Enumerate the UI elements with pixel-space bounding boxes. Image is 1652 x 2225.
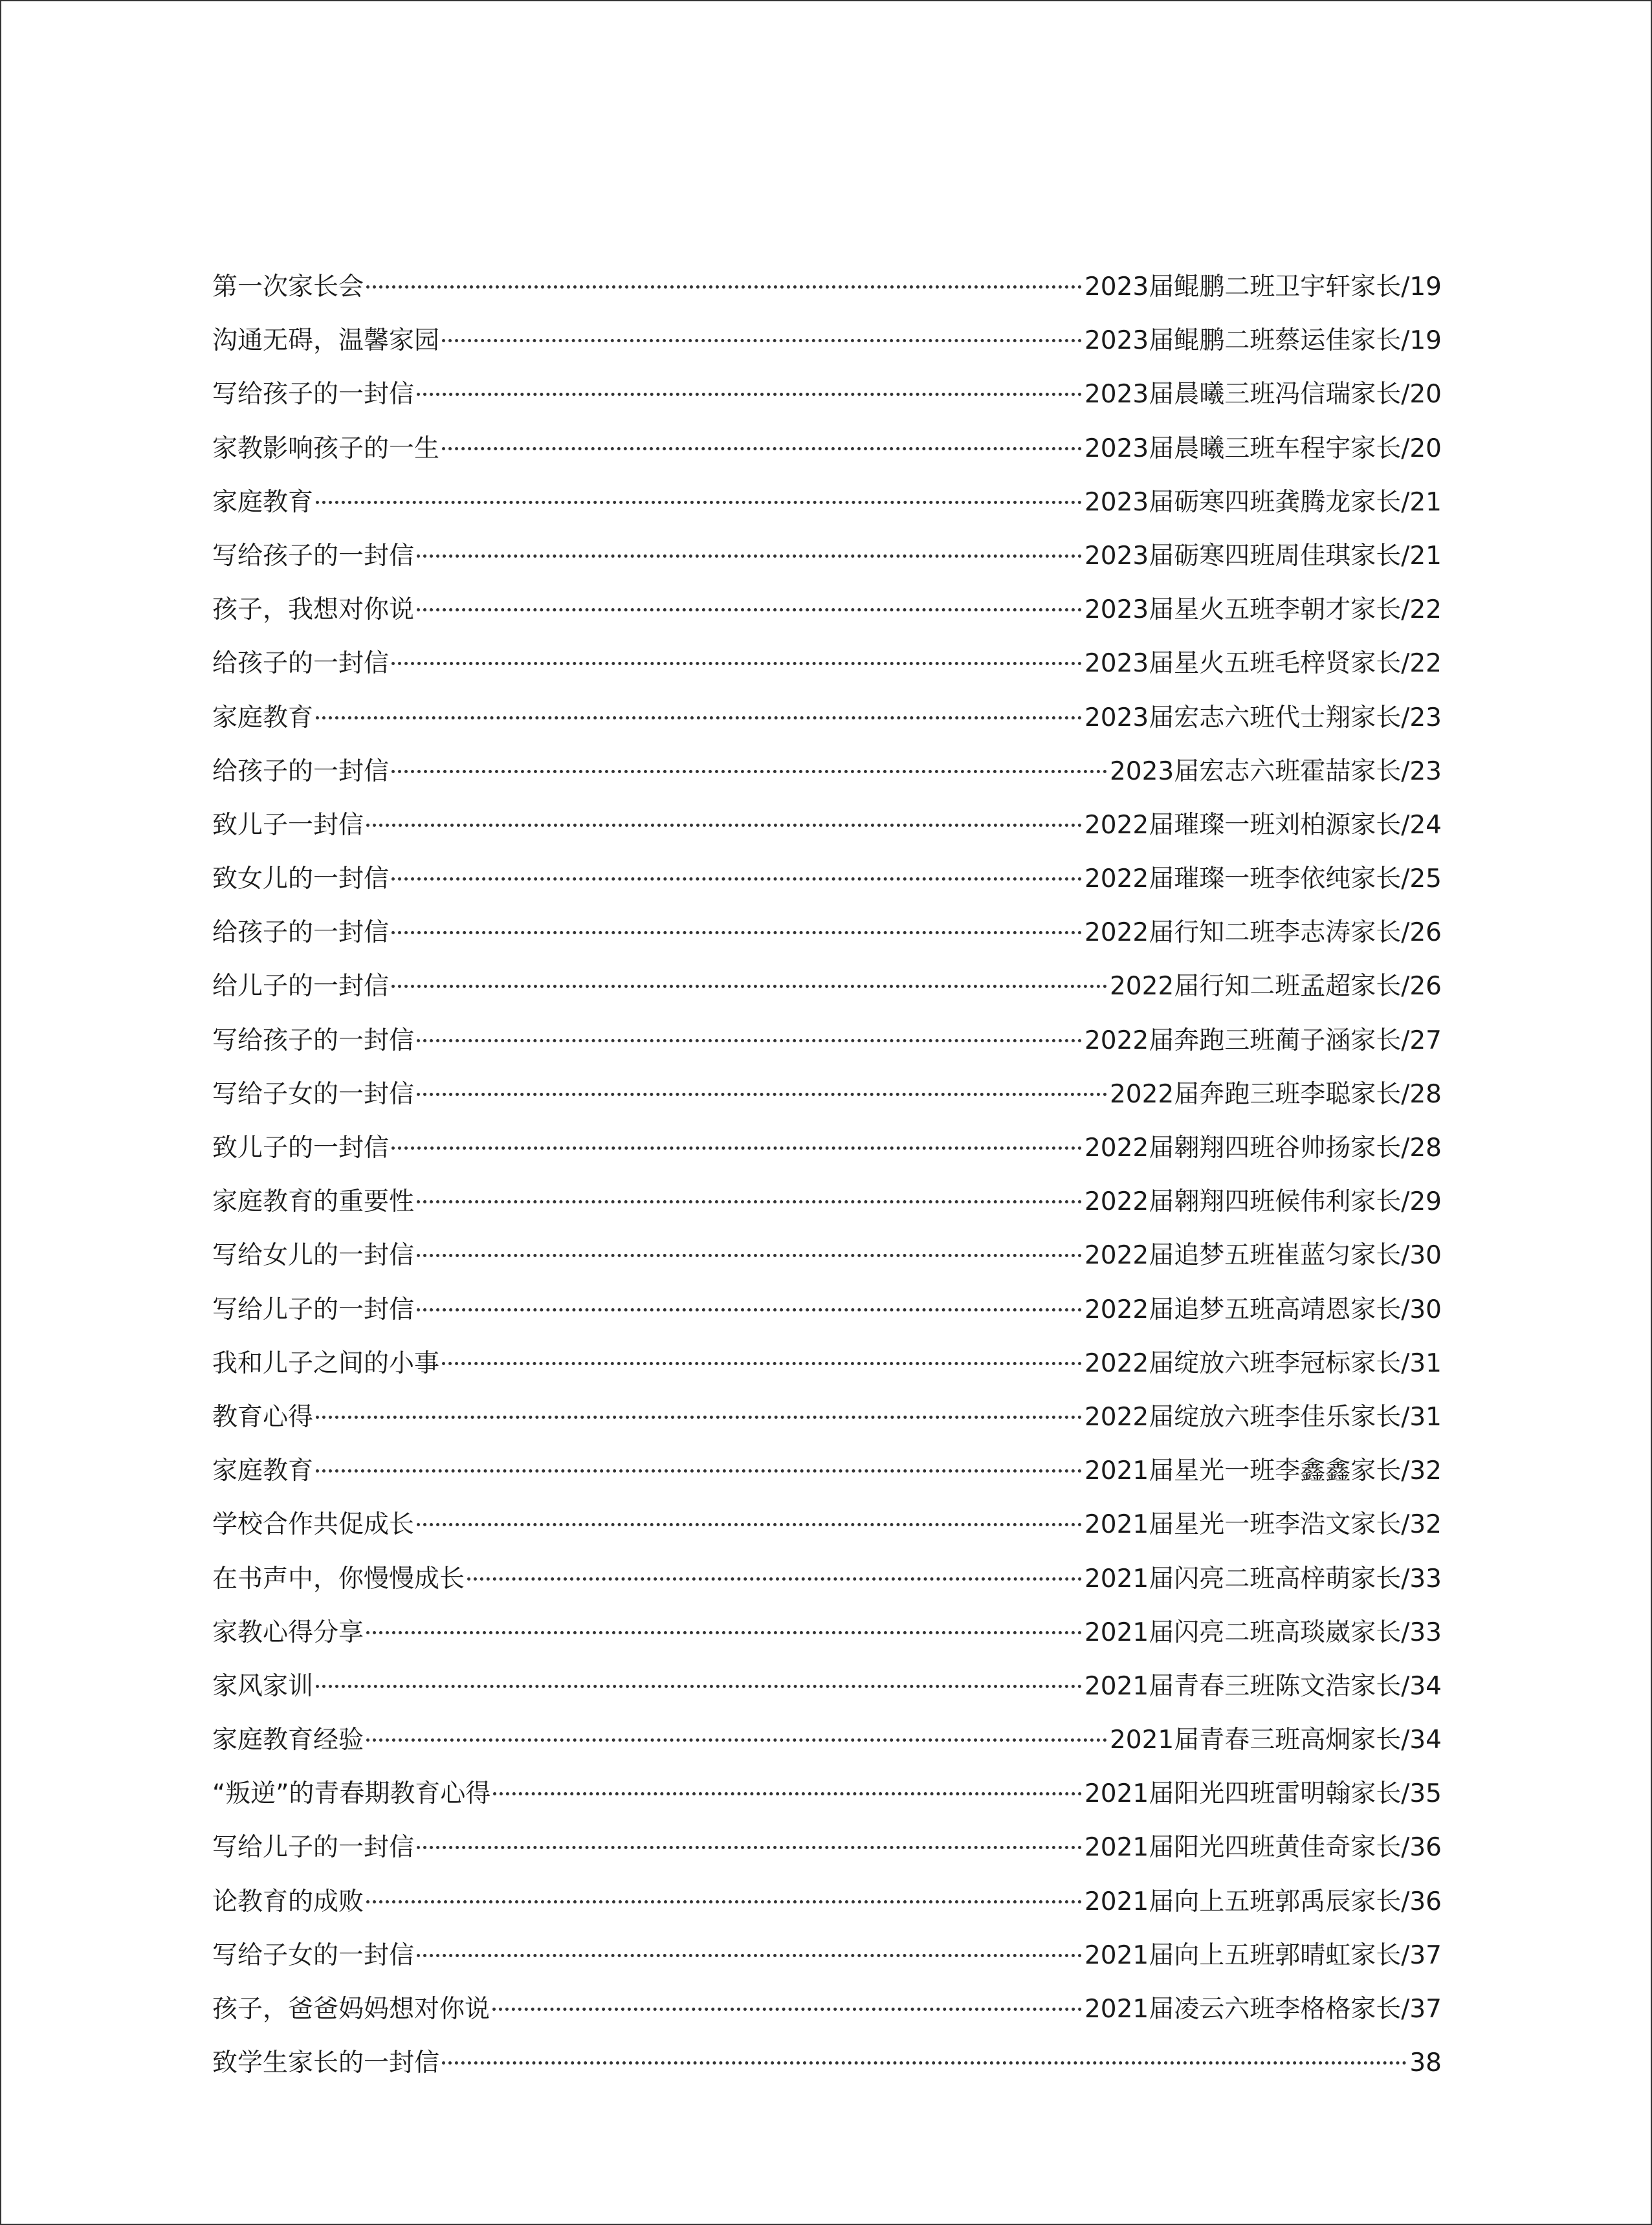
toc-entry-title: 写给孩子的一封信 [212, 380, 415, 410]
toc-entry-title: 家教心得分享 [212, 1617, 364, 1647]
toc-entry-author-page: 2022届行知二班李志涛家长/26 [1084, 918, 1442, 948]
toc-entry-author-page: 2021届阳光四班黄佳奇家长/36 [1084, 1833, 1442, 1863]
toc-entry [212, 367, 1442, 421]
toc-dot-leader [442, 1362, 1082, 1365]
toc-entry-author-page: 2023届星火五班李朝才家长/22 [1084, 595, 1442, 625]
toc-entry-author-page: 2022届追梦五班高靖恩家长/30 [1084, 1295, 1442, 1324]
toc-dot-leader [492, 2008, 1082, 2011]
toc-entry [212, 1444, 1442, 1498]
toc-entry-author-page: 2021届凌云六班李格格家长/37 [1084, 1995, 1442, 2024]
toc-entry-title: 第一次家长会 [212, 272, 364, 301]
toc-entry-author-page: 2023届晨曦三班车程宇家长/20 [1084, 433, 1442, 463]
toc-dot-leader [417, 1523, 1082, 1526]
toc-entry-author-page: 2022届奔跑三班蔺子涵家长/27 [1084, 1025, 1442, 1055]
toc-entry-title: 致儿子一封信 [212, 810, 364, 840]
toc-entry-title: 教育心得 [212, 1402, 314, 1432]
toc-entry [212, 1283, 1442, 1337]
toc-entry-author-page: 2021届闪亮二班高琰崴家长/33 [1084, 1617, 1442, 1647]
toc-entry [212, 906, 1442, 959]
toc-entry-title: 家庭教育经验 [212, 1726, 364, 1755]
toc-entry [212, 1821, 1442, 1874]
toc-entry-author-page: 2023届鲲鹏二班卫宇轩家长/19 [1084, 272, 1442, 301]
toc-entry-title: 在书声中，你慢慢成长 [212, 1564, 465, 1594]
toc-dot-leader [391, 770, 1107, 773]
toc-entry-title: 给孩子的一封信 [212, 918, 390, 948]
toc-entry-title: 致女儿的一封信 [212, 864, 390, 894]
toc-dot-leader [467, 1577, 1082, 1581]
toc-entry [212, 2036, 1442, 2090]
toc-dot-leader [366, 1900, 1082, 1903]
toc-entry-title: 写给子女的一封信 [212, 1079, 415, 1109]
toc-dot-leader [391, 662, 1082, 665]
toc-entry [212, 1498, 1442, 1551]
toc-entry-title: 家庭教育的重要性 [212, 1187, 415, 1217]
toc-entry-author-page: 2021届星光一班李浩文家长/32 [1084, 1510, 1442, 1540]
toc-dot-leader [417, 554, 1082, 558]
toc-entry-title: 致儿子的一封信 [212, 1134, 390, 1163]
toc-entry-author-page: 2023届星火五班毛梓贤家长/22 [1084, 649, 1442, 679]
toc-entry-title: 给儿子的一封信 [212, 972, 390, 1002]
toc-entry [212, 691, 1442, 745]
toc-dot-leader [442, 2061, 1407, 2065]
toc-dot-leader [391, 985, 1107, 988]
toc-entry-author-page: 2021届青春三班高炯家长/34 [1109, 1726, 1442, 1755]
toc-entry [212, 1767, 1442, 1821]
toc-entry [212, 852, 1442, 906]
toc-dot-leader [417, 1039, 1082, 1042]
toc-entry-author-page: 2022届璀璨一班刘柏源家长/24 [1084, 810, 1442, 840]
toc-entry [212, 745, 1442, 798]
toc-entry-author-page: 2021届向上五班郭晴虹家长/37 [1084, 1940, 1442, 1970]
toc-dot-leader [417, 1846, 1082, 1849]
toc-entry-author-page: 2021届闪亮二班高梓萌家长/33 [1084, 1564, 1442, 1594]
toc-entry [212, 1606, 1442, 1660]
toc-entry-title: 写给孩子的一封信 [212, 1025, 415, 1055]
toc-entry-title: 写给子女的一封信 [212, 1940, 415, 1970]
toc-entry-title: 给孩子的一封信 [212, 649, 390, 679]
toc-entry-author-page: 2021届向上五班郭禹辰家长/36 [1084, 1887, 1442, 1916]
toc-entry-author-page: 2022届行知二班孟超家长/26 [1109, 972, 1442, 1002]
toc-entry-author-page: 2022届奔跑三班李聪家长/28 [1109, 1079, 1442, 1109]
toc-entry-title: 家风家训 [212, 1671, 314, 1701]
toc-entry-author-page: 2022届翱翔四班谷帅扬家长/28 [1084, 1134, 1442, 1163]
toc-entry-title: 家庭教育 [212, 1456, 314, 1486]
toc-dot-leader [391, 877, 1082, 881]
toc-entry-title: 家庭教育 [212, 487, 314, 517]
toc-entry-title: 学校合作共促成长 [212, 1510, 415, 1540]
toc-entry-title: “叛逆”的青春期教育心得 [212, 1779, 491, 1809]
toc-dot-leader [417, 1954, 1082, 1957]
toc-entry-title: 写给儿子的一封信 [212, 1833, 415, 1863]
toc-entry-author-page: 2021届青春三班陈文浩家长/34 [1084, 1671, 1442, 1701]
toc-dot-leader [417, 1200, 1082, 1203]
toc-entry [212, 1929, 1442, 1982]
toc-entry-author-page: 2021届阳光四班雷明翰家长/35 [1084, 1779, 1442, 1809]
toc-entry-author-page: 2023届鲲鹏二班蔡运佳家长/19 [1084, 326, 1442, 356]
toc-entry [212, 529, 1442, 583]
toc-entry [212, 1875, 1442, 1929]
toc-entry [212, 1068, 1442, 1121]
toc-dot-leader [417, 1308, 1082, 1311]
toc-entry [212, 583, 1442, 637]
toc-entry [212, 1014, 1442, 1068]
toc-dot-leader [417, 1254, 1082, 1257]
toc-entry-title: 家教影响孩子的一生 [212, 433, 440, 463]
toc-entry [212, 798, 1442, 852]
toc-entry-author-page: 2022届追梦五班崔蓝匀家长/30 [1084, 1241, 1442, 1271]
toc-dot-leader [366, 285, 1082, 289]
toc-entry-author-page: 2022届翱翔四班候伟利家长/29 [1084, 1187, 1442, 1217]
toc-entry-author-page: 38 [1409, 2048, 1442, 2078]
toc-entry-title: 家庭教育 [212, 703, 314, 732]
toc-dot-leader [366, 824, 1082, 827]
table-of-contents [212, 260, 1442, 2090]
toc-entry [212, 1982, 1442, 2036]
toc-entry-title: 论教育的成败 [212, 1887, 364, 1916]
toc-entry [212, 1175, 1442, 1229]
toc-entry-title: 写给孩子的一封信 [212, 541, 415, 571]
toc-dot-leader [316, 1416, 1082, 1419]
toc-entry-author-page: 2021届星光一班李鑫鑫家长/32 [1084, 1456, 1442, 1486]
toc-entry-title: 致学生家长的一封信 [212, 2048, 440, 2078]
toc-entry [212, 314, 1442, 367]
toc-entry-title: 沟通无碍，温馨家园 [212, 326, 440, 356]
toc-entry-author-page: 2022届绽放六班李冠标家长/31 [1084, 1348, 1442, 1378]
toc-entry-author-page: 2023届晨曦三班冯信瑞家长/20 [1084, 380, 1442, 410]
toc-dot-leader [391, 1146, 1082, 1150]
toc-entry-title: 孩子，我想对你说 [212, 595, 415, 625]
toc-entry-title: 孩子，爸爸妈妈想对你说 [212, 1995, 490, 2024]
toc-dot-leader [417, 393, 1082, 396]
toc-entry [212, 1121, 1442, 1175]
toc-entry-author-page: 2023届砺寒四班龚腾龙家长/21 [1084, 487, 1442, 517]
toc-entry [212, 1229, 1442, 1282]
toc-dot-leader [316, 1685, 1082, 1688]
toc-dot-leader [316, 716, 1082, 719]
toc-dot-leader [391, 931, 1082, 934]
toc-entry [212, 1552, 1442, 1606]
toc-entry-title: 写给女儿的一封信 [212, 1241, 415, 1271]
toc-entry [212, 422, 1442, 476]
toc-dot-leader [442, 447, 1082, 450]
toc-entry [212, 637, 1442, 690]
toc-dot-leader [316, 1469, 1082, 1473]
toc-entry [212, 1660, 1442, 1713]
toc-dot-leader [417, 1093, 1107, 1096]
toc-entry [212, 959, 1442, 1013]
toc-dot-leader [417, 608, 1082, 611]
toc-entry-author-page: 2023届宏志六班代士翔家长/23 [1084, 703, 1442, 732]
toc-entry-author-page: 2022届绽放六班李佳乐家长/31 [1084, 1402, 1442, 1432]
toc-entry-title: 给孩子的一封信 [212, 756, 390, 786]
toc-entry [212, 476, 1442, 529]
toc-dot-leader [366, 1738, 1107, 1742]
toc-entry [212, 260, 1442, 314]
toc-dot-leader [493, 1792, 1082, 1795]
toc-entry-title: 写给儿子的一封信 [212, 1295, 415, 1324]
toc-entry-title: 我和儿子之间的小事 [212, 1348, 440, 1378]
toc-entry-author-page: 2023届宏志六班霍喆家长/23 [1109, 756, 1442, 786]
toc-dot-leader [366, 1631, 1082, 1634]
toc-entry [212, 1390, 1442, 1444]
toc-dot-leader [442, 339, 1082, 342]
toc-dot-leader [316, 501, 1082, 504]
toc-entry [212, 1337, 1442, 1390]
toc-entry-author-page: 2023届砺寒四班周佳琪家长/21 [1084, 541, 1442, 571]
toc-entry [212, 1713, 1442, 1767]
toc-entry-author-page: 2022届璀璨一班李依纯家长/25 [1084, 864, 1442, 894]
